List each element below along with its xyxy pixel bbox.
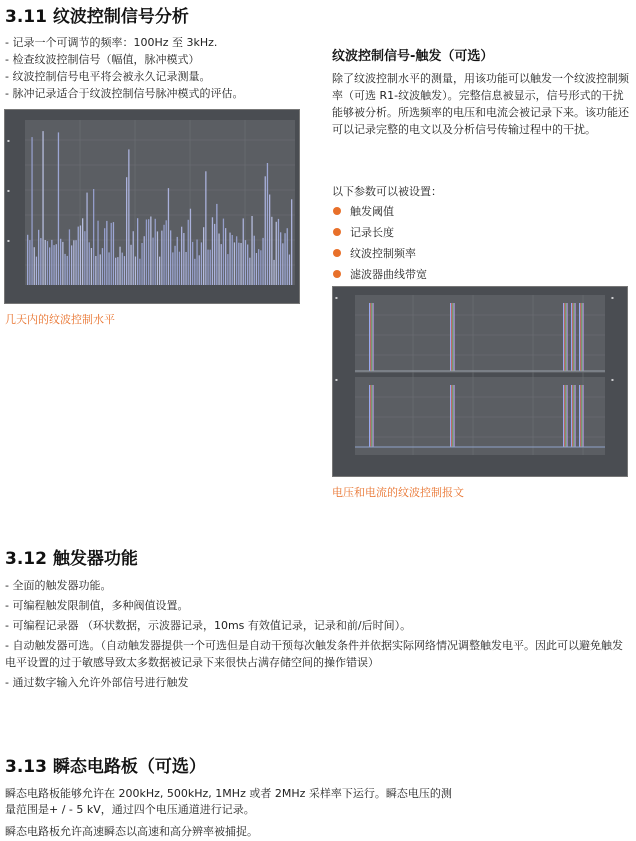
ripple-telegram-chart-image — [332, 286, 628, 477]
svg-text:▪: ▪ — [611, 295, 614, 300]
figure2-caption: 电压和电流的纹波控制报文 — [332, 486, 464, 499]
ripple-level-chart-image — [4, 109, 300, 304]
s311-list — [5, 34, 243, 102]
param-label: 纹波控制频率 — [350, 247, 416, 260]
s312-list — [5, 577, 633, 691]
ripple-level-chart-svg — [5, 110, 299, 303]
bullet-dot-icon — [333, 249, 341, 257]
ripple-trigger-paragraph: 除了纹波控制水平的测量，用该功能可以触发一个纹波控制频率（可选 R1-纹波触发）。完整信息被显示，信号形式的干扰能够被分析。所选频率的电压和电流会被记录下来。该功能还可以记录完整的电文以及分析信号传输过程中的干扰。 — [332, 72, 629, 136]
s313-line: 瞬态电路板能够允许在 200kHz, 500kHz, 1MHz 或者 2MHz 采样率下运行。瞬态电压的测 — [5, 787, 452, 800]
ripple-telegram-chart-svg — [333, 287, 627, 476]
ripple-trigger-title: 纹波控制信号-触发（可选） — [332, 49, 494, 64]
s312-line: - 可编程触发限制值，多种阀值设置。 — [5, 599, 189, 612]
svg-text:▪: ▪ — [7, 238, 10, 243]
s312-line: - 通过数字输入允许外部信号进行触发 — [5, 676, 189, 689]
params-list-item — [333, 264, 427, 285]
bullet-dot-icon — [333, 270, 341, 278]
figure1-caption: 几天内的纹波控制水平 — [5, 313, 115, 326]
s312-line: - 可编程记录器 （环状数据，示波器记录，10ms 有效值记录，记录和前/后时间）。 — [5, 619, 412, 632]
section-3-13-title: 3.13 瞬态电路板（可选） — [5, 757, 206, 777]
s313-line: 瞬态电路板允许高速瞬态以高速和高分辨率被捕捉。 — [5, 825, 258, 838]
params-intro: 以下参数可以被设置： — [332, 185, 442, 198]
section-3-12-title: 3.12 触发器功能 — [5, 549, 138, 569]
section-3-11-title: 3.11 纹波控制信号分析 — [5, 7, 189, 27]
s311-line: - 记录一个可调节的频率：100Hz 至 3kHz. — [5, 36, 218, 49]
svg-text:▪: ▪ — [7, 138, 10, 143]
s311-line: - 检查纹波控制信号（幅值，脉冲模式） — [5, 53, 200, 66]
s312-line: - 自动触发器可选。（自动触发器提供一个可选但是自动干预每次触发条件并依据实际网络情况调整触发电平。因此可以避免触发电平设置的过于敏感导致太多数据被记录下来很快占满存储空间的操作错误） — [5, 639, 623, 669]
svg-text:▪: ▪ — [7, 188, 10, 193]
bullet-dot-icon — [333, 228, 341, 236]
params-list-item — [333, 201, 427, 222]
s311-line: - 纹波控制信号电平将会被永久记录测量。 — [5, 70, 211, 83]
param-label: 触发阈值 — [350, 205, 394, 218]
s312-line: - 全面的触发器功能。 — [5, 579, 112, 592]
svg-text:▪: ▪ — [611, 377, 614, 382]
s313-line: 量范围是+ / - 5 kV，通过四个电压通道进行记录。 — [5, 803, 255, 816]
params-list — [333, 201, 427, 285]
s311-line: - 脉冲记录适合于纹波控制信号脉冲模式的评估。 — [5, 87, 244, 100]
svg-text:▪: ▪ — [335, 377, 338, 382]
svg-text:▪: ▪ — [335, 295, 338, 300]
param-label: 滤波器曲线带宽 — [350, 268, 427, 281]
param-label: 记录长度 — [350, 226, 394, 239]
params-list-item — [333, 222, 427, 243]
params-list-item — [333, 243, 427, 264]
bullet-dot-icon — [333, 207, 341, 215]
